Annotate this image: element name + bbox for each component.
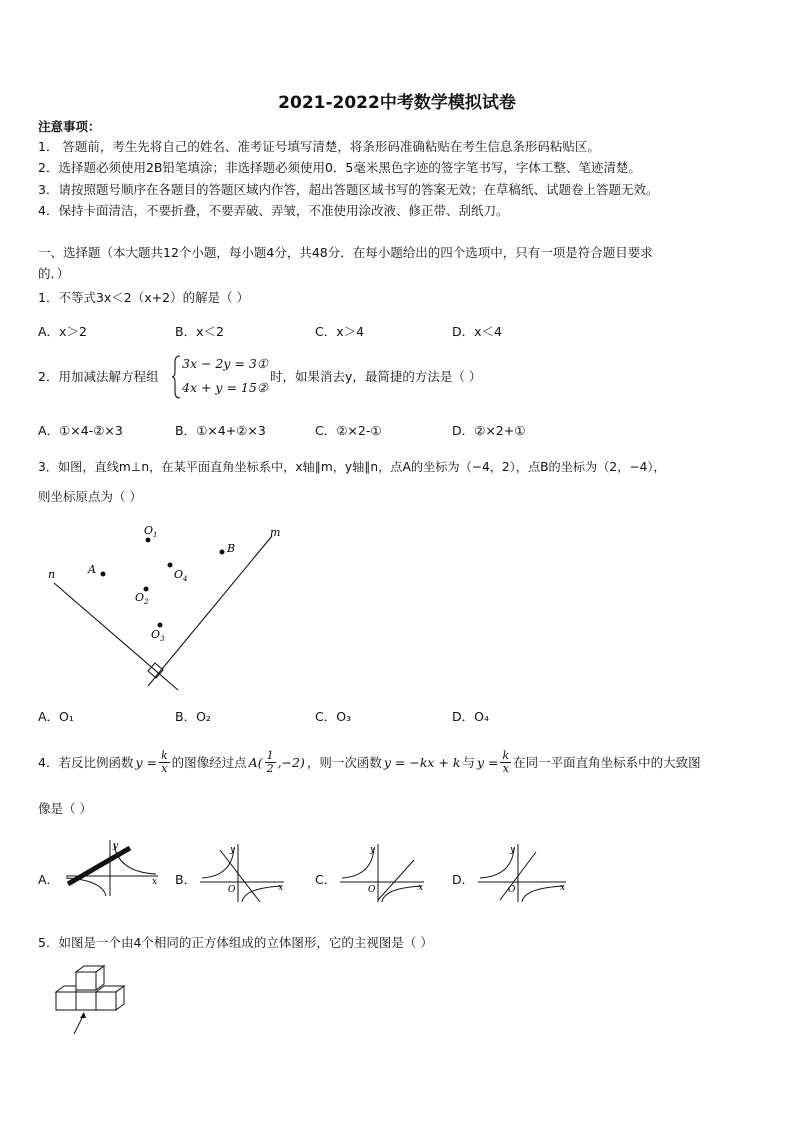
- q1-option-d[interactable]: D．x＜4: [452, 324, 502, 339]
- q2-stem-post: 时，如果消去y，最简捷的方法是（ ）: [270, 369, 482, 384]
- q4-point-a: A(: [248, 754, 263, 770]
- frac-den: x: [502, 762, 509, 775]
- q1-option-b[interactable]: B．x＜2: [175, 324, 224, 339]
- line-m: [148, 536, 272, 686]
- q4-fraction-half: [265, 750, 276, 775]
- svg-text:O: O: [228, 885, 236, 895]
- section-heading-line2: 的．）: [38, 266, 70, 281]
- q2-option-b[interactable]: B．①×4+②×3: [175, 423, 266, 438]
- q4-y-eq: y =: [135, 754, 157, 770]
- svg-text:x: x: [560, 883, 566, 893]
- q1-option-a[interactable]: A．x＞2: [38, 324, 87, 339]
- frac-den: x: [161, 762, 168, 775]
- q4-option-b-graph[interactable]: [198, 842, 288, 904]
- q3-option-d[interactable]: D．O₄: [452, 709, 489, 724]
- svg-text:x: x: [278, 883, 284, 893]
- label-o2: $O_2$: [135, 591, 149, 606]
- q3-stem-line2: 则坐标原点为（ ）: [38, 489, 142, 504]
- svg-text:y: y: [370, 845, 376, 855]
- label-o1: $O_1$: [144, 524, 158, 539]
- q4-stem-line1: [38, 750, 701, 775]
- notice-item-1: 1． 答题前，考生先将自己的姓名、准考证号填写清楚，将条形码准确粘贴在考生信息条形码粘贴区。: [38, 139, 600, 154]
- notice-item-2: 2．选择题必须使用2B铅笔填涂；非选择题必须使用0．5毫米黑色字迹的签字笔书写，字体工整、笔迹清楚。: [38, 160, 641, 175]
- q2-brace: [171, 355, 181, 399]
- q4-point-rest: ,−2): [277, 754, 305, 770]
- point-o4: [168, 563, 173, 568]
- q4-option-b-label[interactable]: B．: [175, 872, 197, 887]
- q3-stem-line1: 3．如图，直线m⊥n，在某平面直角坐标系中，x轴∥m，y轴∥n，点A的坐标为（−4，2），点B的坐标为（2，−4），: [38, 460, 666, 474]
- q4-linear: y = −kx + k: [383, 754, 461, 770]
- q4-option-d-label[interactable]: D．: [452, 872, 475, 887]
- q4-option-a-label[interactable]: A．: [38, 872, 60, 887]
- page-title: 2021-2022中考数学模拟试卷: [278, 93, 516, 113]
- q4-stem-mid: 的图像经过点: [171, 754, 247, 770]
- svg-text:y: y: [113, 841, 119, 851]
- q4-fraction-k-over-x-2: [500, 750, 511, 775]
- q2-equation-1: 3x − 2y = 3①: [182, 356, 269, 371]
- q3-option-c[interactable]: C．O₃: [315, 709, 352, 724]
- q3-figure: [40, 518, 300, 698]
- q4-fraction-k-over-x: [159, 750, 170, 775]
- q3-option-b[interactable]: B．O₂: [175, 709, 211, 724]
- label-b: B: [227, 542, 236, 555]
- q2-equation-2: 4x + y = 15②: [182, 380, 269, 395]
- q2-option-d[interactable]: D．②×2+①: [452, 423, 526, 438]
- svg-text:O: O: [508, 885, 516, 895]
- q4-option-c-graph[interactable]: [338, 842, 428, 904]
- frac-num: k: [502, 749, 510, 762]
- q4-y-eq-2: y =: [476, 754, 499, 770]
- frac-den: 2: [266, 762, 274, 775]
- q4-stem-line2: 像是（ ）: [38, 801, 92, 816]
- q4-option-d-graph[interactable]: [476, 842, 571, 904]
- label-o4: $O_4$: [174, 568, 188, 583]
- q1-stem: 1．不等式3x＜2（x+2）的解是（ ）: [38, 290, 250, 305]
- notice-heading: 注意事项：: [38, 119, 101, 134]
- q2-option-c[interactable]: C．②×2-①: [315, 423, 382, 438]
- svg-text:x: x: [418, 883, 424, 893]
- notice-item-4: 4．保持卡面清洁，不要折叠，不要弄破、弄皱，不准使用涂改液、修正带、刮纸刀。: [38, 203, 509, 218]
- q5-stem: 5．如图是一个由4个相同的正方体组成的立体图形，它的主视图是（ ）: [38, 935, 433, 950]
- q4-stem-mid2: ，则一次函数: [306, 754, 382, 770]
- point-b: [220, 550, 225, 555]
- svg-text:O: O: [368, 885, 376, 895]
- svg-text:y: y: [510, 845, 516, 855]
- notice-item-3: 3．请按照题号顺序在各题目的答题区域内作答，超出答题区域书写的答案无效；在草稿纸、试题卷上答题无效。: [38, 182, 659, 197]
- label-m: m: [270, 526, 281, 539]
- q4-stem-pre: 4．若反比例函数: [38, 754, 134, 770]
- q3-option-a[interactable]: A．O₁: [38, 709, 74, 724]
- q4-option-c-label[interactable]: C．: [315, 872, 337, 887]
- point-o2: [144, 587, 149, 592]
- label-o3: $O_3$: [151, 628, 165, 643]
- q4-stem-post: 在同一平面直角坐标系中的大致图: [513, 754, 701, 770]
- svg-text:x: x: [152, 877, 158, 887]
- label-n: n: [48, 568, 56, 581]
- section-heading-line1: 一、选择题（本大题共12个小题，每小题4分，共48分．在每小题给出的四个选项中，只有一项是符合题目要求: [38, 245, 653, 260]
- label-a: A: [88, 563, 96, 576]
- q5-figure: [52, 962, 126, 1038]
- q2-stem-pre: 2．用加减法解方程组: [38, 369, 159, 384]
- q1-option-c[interactable]: C．x＞4: [315, 324, 365, 339]
- svg-text:y: y: [230, 845, 236, 855]
- point-a: [101, 572, 106, 577]
- frac-num: 1: [266, 749, 274, 762]
- frac-num: k: [160, 749, 168, 762]
- point-o1: [146, 538, 151, 543]
- q4-stem-with: 与: [462, 754, 475, 770]
- q4-option-a-graph[interactable]: [64, 838, 164, 898]
- q2-option-a[interactable]: A．①×4-②×3: [38, 423, 123, 438]
- point-o3: [158, 623, 163, 628]
